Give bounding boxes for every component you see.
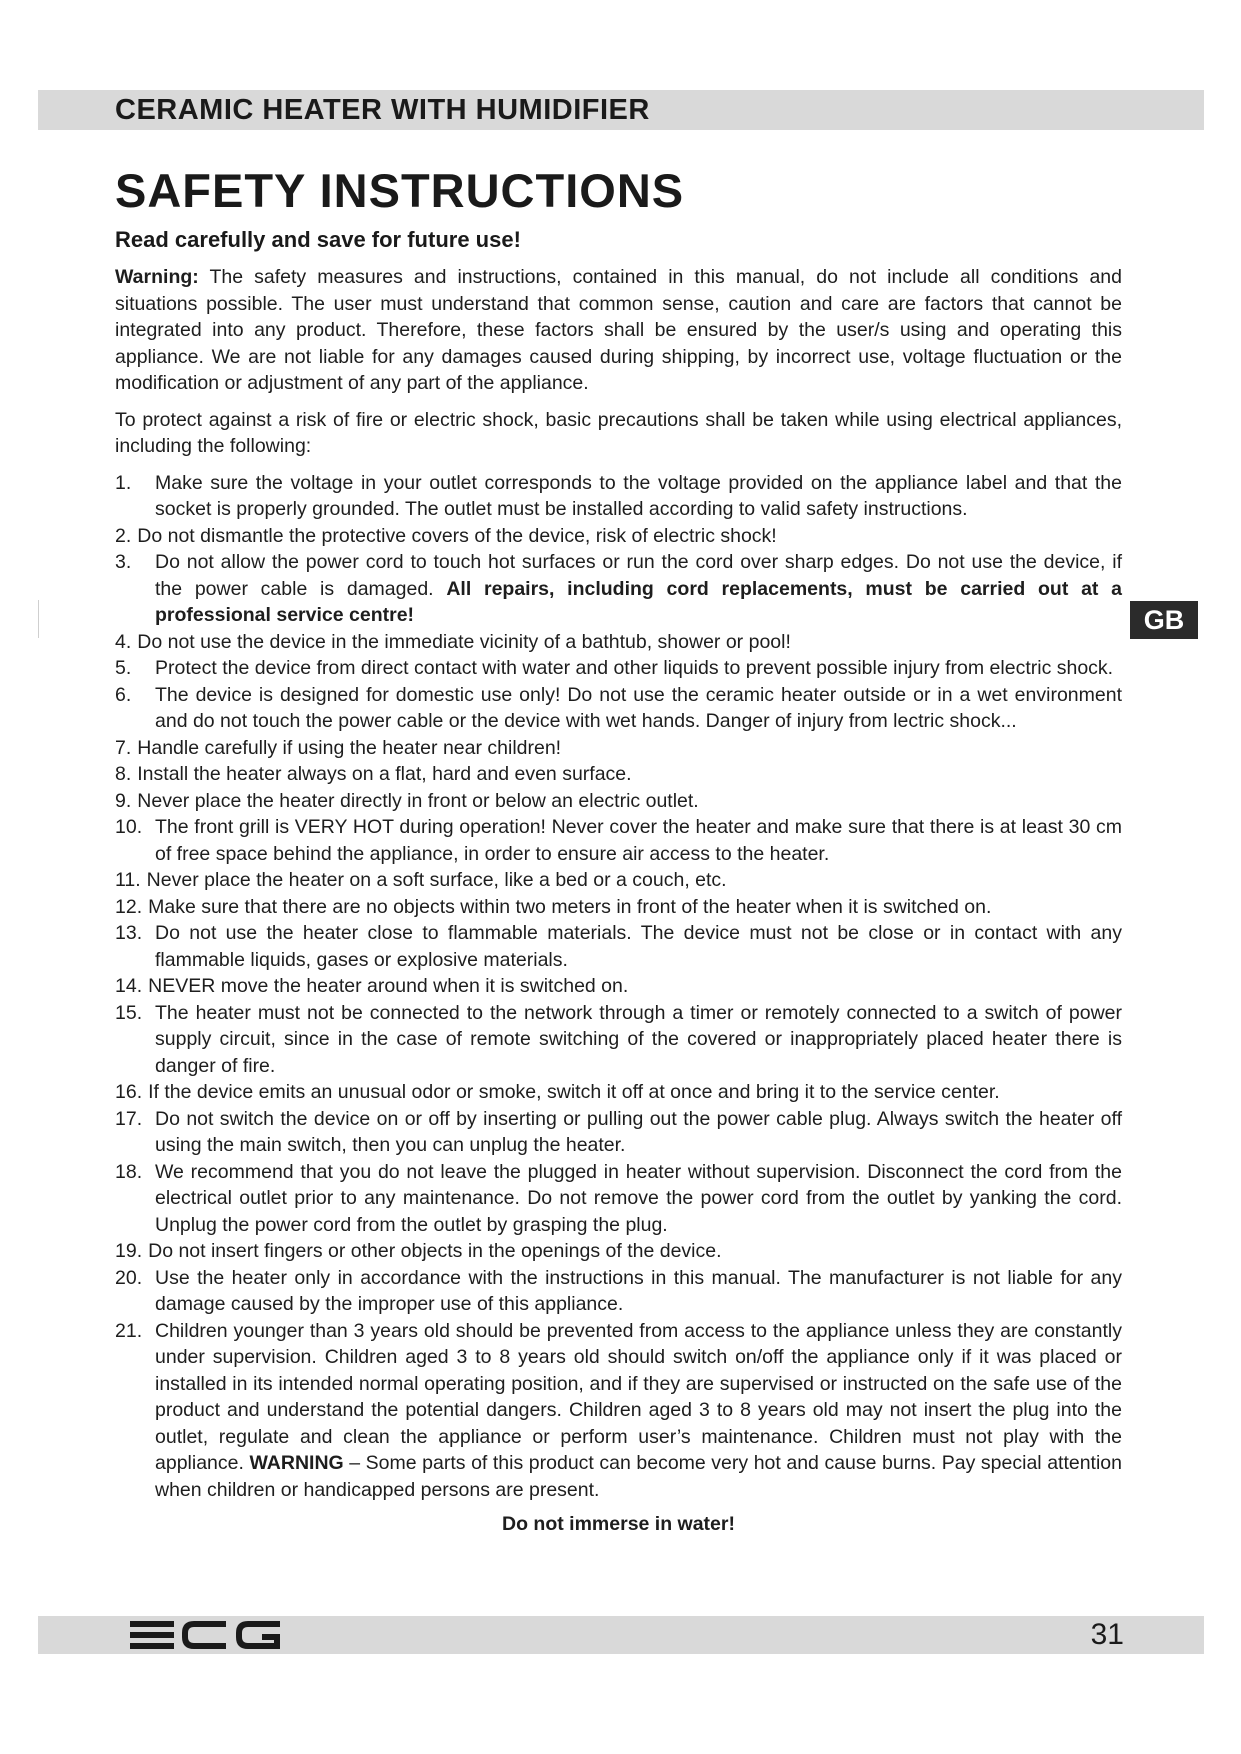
warning-text: The safety measures and instructions, contained in this manual, do not include all conditions and situations possible. The user must understand that common sense, caution and care are factors that cannot be integrated into any product. Therefore, these factors shall be ensured by the user/s using and operating this appliance. We are not liable for any damages caused during shipping, by incorrect use, voltage fluctuation or the modification or adjustment of any part of the appliance.	[115, 266, 1122, 394]
page-number: 31	[1090, 1618, 1124, 1651]
language-badge: GB	[1130, 601, 1198, 639]
content-body	[115, 264, 1122, 1538]
header-bar	[38, 90, 1204, 130]
safety-list	[115, 470, 1122, 1504]
list-item: 11. Never place the heater on a soft surface, like a bed or a couch, etc.	[115, 869, 727, 891]
margin-rule	[38, 600, 39, 638]
list-item: 5. Protect the device from direct contact with water and other liquids to prevent possible injury from electric shock.	[115, 657, 1114, 679]
list-item: 15. The heater must not be connected to the network through a timer or remotely connected to a switch of power supply circuit, since in the case of remote switching of the covered or inappropriately placed heater there is danger of fire.	[115, 1001, 1122, 1077]
list-item: 21. Children younger than 3 years old should be prevented from access to the appliance unless they are constantly under supervision. Children aged 3 to 8 years old should switch on/off the appliance only if it was placed or installed in its intended normal operating position, and if they are supervised or instructed on the safe use of the product and understand the potential dangers. Children aged 3 to 8 years old may not insert the plug into the outlet, regulate and clean the appliance or perform user’s maintenance. Children must not play with the appliance. WARNING – Some parts of this product can become very hot and cause burns. Pay special attention when children or handicapped persons are present.	[115, 1319, 1123, 1501]
subtitle: Read carefully and save for future use!	[115, 227, 521, 252]
header-title: CERAMIC HEATER WITH HUMIDIFIER	[115, 94, 650, 126]
list-item: 3. Do not allow the power cord to touch hot surfaces or run the cord over sharp edges. Do not use the device, if the power cable is damaged. All repairs, including cord replacements, must be carried out at a professional service centre!	[115, 551, 1122, 626]
list-item: 9. Never place the heater directly in front or below an electric outlet.	[115, 789, 699, 812]
list-item: 6. The device is designed for domestic use only! Do not use the ceramic heater outside or in a wet environment and do not touch the power cable or the device with wet hands. Danger of injury from lectric shock...	[115, 683, 1122, 732]
warning-paragraph	[115, 264, 1122, 397]
list-item: 12. Make sure that there are no objects within two meters in front of the heater when it is switched on.	[115, 895, 992, 918]
list-item: 2. Do not dismantle the protective covers of the device, risk of electric shock!	[115, 524, 777, 547]
list-item: 14. NEVER move the heater around when it is switched on.	[115, 975, 629, 997]
list-item: 8. Install the heater always on a flat, hard and even surface.	[115, 763, 632, 785]
list-item: 19. Do not insert fingers or other objects in the openings of the device.	[115, 1240, 722, 1262]
list-item: 13. Do not use the heater close to flammable materials. The device must not be close or in contact with any flammable liquids, gases or explosive materials.	[115, 922, 1122, 971]
list-item: 7. Handle carefully if using the heater near children!	[115, 736, 562, 759]
list-item: 10. The front grill is VERY HOT during operation! Never cover the heater and make sure that there is at least 30 cm of free space behind the appliance, in order to ensure air access to the heater.	[115, 816, 1122, 865]
page-title: SAFETY INSTRUCTIONS	[115, 164, 685, 217]
list-item: 20. Use the heater only in accordance with the instructions in this manual. The manufacturer is not liable for any damage caused by the improper use of this appliance.	[115, 1266, 1122, 1315]
footer-bar	[38, 1616, 1204, 1654]
intro-paragraph: To protect against a risk of fire or electric shock, basic precautions shall be taken while using electrical appliances, including the following:	[115, 408, 1122, 457]
list-item: 18. We recommend that you do not leave the plugged in heater without supervision. Disconnect the cord from the electrical outlet prior to any maintenance. Do not remove the power cord from the outlet by yanking the cord. Unplug the power cord from the outlet by grasping the plug.	[115, 1160, 1122, 1236]
warning-label: Warning:	[115, 266, 199, 288]
list-item: 17. Do not switch the device on or off by inserting or pulling out the power cable plug. Always switch the heater off using the main switch, then you can unplug the heater.	[115, 1107, 1122, 1156]
list-item: 16. If the device emits an unusual odor or smoke, switch it off at once and bring it to the service center.	[115, 1081, 1000, 1103]
list-item: 4. Do not use the device in the immediate vicinity of a bathtub, shower or pool!	[115, 630, 791, 653]
ecg-logo	[128, 1618, 288, 1652]
list-item: 1. Make sure the voltage in your outlet corresponds to the voltage provided on the appliance label and that the socket is properly grounded. The outlet must be installed according to valid safety instructions.	[115, 471, 1122, 520]
final-note: Do not immerse in water!	[502, 1513, 735, 1535]
